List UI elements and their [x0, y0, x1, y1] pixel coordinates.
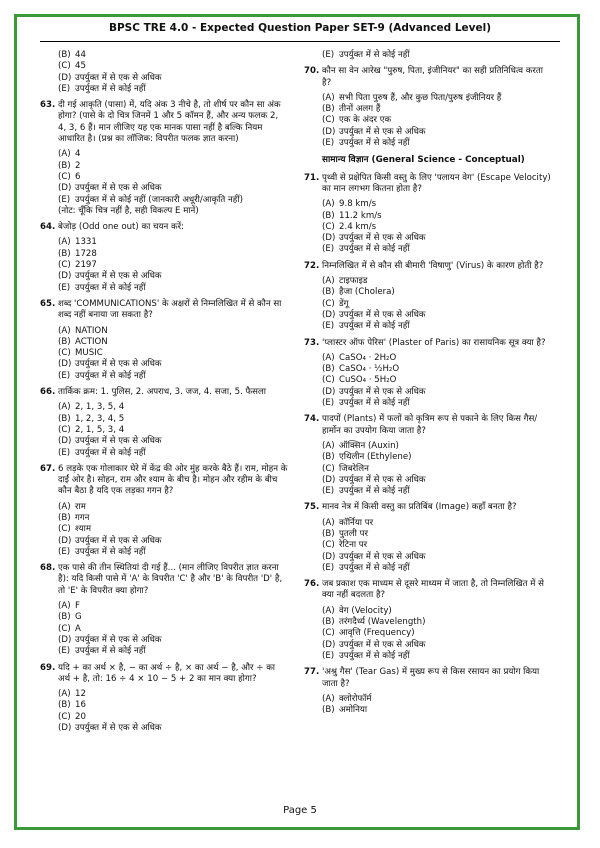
option-text: उपर्युक्त में से कोई नहीं — [75, 370, 146, 381]
question — [304, 66, 552, 149]
answer-option — [40, 436, 288, 447]
option-text: उपर्युक्त में से एक से अधिक — [339, 551, 426, 562]
option-text: उपर्युक्त में से कोई नहीं (जानकारी अधूरी/आकृति नहीं) — [75, 194, 243, 205]
answer-option — [304, 233, 552, 244]
question — [304, 414, 552, 497]
option-text: 1331 — [75, 237, 97, 248]
answer-option — [304, 694, 552, 705]
answer-option — [304, 486, 552, 497]
answer-option — [304, 398, 552, 409]
option-letter: (A) — [58, 601, 71, 612]
option-text: 2, 1, 5, 3, 4 — [75, 424, 125, 435]
option-text: उपर्युक्त में से कोई नहीं — [339, 321, 410, 332]
option-letter: (C) — [58, 260, 71, 271]
question-text: 'अश्रु गैस' (Tear Gas) में मुख्य रूप से किस रसायन का प्रयोग किया जाता है? — [322, 667, 540, 689]
option-letter: (A) — [322, 352, 335, 363]
option-text: जिबरेलिन — [339, 463, 369, 474]
option-letter: (D) — [322, 474, 336, 485]
option-text: 2 — [75, 160, 81, 171]
question-number: 66. — [40, 387, 56, 398]
question-stem — [40, 100, 288, 145]
answer-option — [304, 199, 552, 210]
option-text: उपर्युक्त में से एक से अधिक — [339, 309, 426, 320]
answer-option — [304, 651, 552, 662]
question-stem — [304, 173, 552, 196]
option-text: उपर्युक्त में से कोई नहीं — [75, 282, 146, 293]
question-text: निम्नलिखित में से कौन सी बीमारी 'विषाणु' (Virus) के कारण होती है? — [322, 260, 544, 271]
answer-option — [40, 448, 288, 459]
question-text: पृथ्वी से प्रक्षेपित किसी वस्तु के लिए 'पलायन वेग' (Escape Velocity) का मान लगभग कितना होता है? — [322, 172, 551, 194]
answer-option — [40, 712, 288, 723]
option-text: टाइफाइड — [339, 276, 368, 287]
option-letter: (A) — [58, 501, 71, 512]
question-number: 74. — [304, 414, 320, 425]
answer-option — [304, 321, 552, 332]
option-text: उपर्युक्त में से एक से अधिक — [339, 233, 426, 244]
answer-option — [304, 353, 552, 364]
option-text: एथिलीन (Ethylene) — [339, 452, 412, 463]
option-text: उपर्युक्त में से कोई नहीं — [75, 546, 146, 557]
answer-option — [40, 402, 288, 413]
question-number: 77. — [304, 667, 320, 678]
question-number: 76. — [304, 579, 320, 590]
option-text: उपर्युक्त में से कोई नहीं — [339, 138, 410, 149]
option-text: G — [75, 612, 82, 623]
page-number: Page 5 — [283, 805, 317, 816]
answer-option — [304, 563, 552, 574]
question-stem — [304, 414, 552, 437]
answer-option — [40, 172, 288, 183]
option-text: उपर्युक्त में से एक से अधिक — [339, 639, 426, 650]
answer-option — [40, 612, 288, 623]
option-text: कॉर्निया पर — [339, 517, 374, 528]
question-text: तार्किक क्रम: 1. पुलिस, 2. अपराध, 3. जज, 4. सजा, 5. फैसला — [58, 387, 267, 398]
answer-option — [304, 50, 552, 61]
answer-option — [304, 127, 552, 138]
answer-option — [304, 552, 552, 563]
answer-option — [40, 425, 288, 436]
answer-option — [40, 359, 288, 370]
option-text: रेटिना पर — [339, 540, 368, 551]
question — [304, 579, 552, 662]
option-letter: (A) — [322, 693, 335, 704]
answer-option — [40, 624, 288, 635]
option-text: 6 — [75, 171, 81, 182]
question — [40, 100, 288, 217]
option-letter: (D) — [58, 72, 72, 83]
answer-option — [40, 700, 288, 711]
option-text: पुतली पर — [339, 528, 368, 539]
question-text: 6 लड़के एक गोलाकार घेरे में केंद्र की ओर मुंह करके बैठे हैं। राम, मोहन के दाईं ओर है। सोहन, राम और श्याम के बीच है। मोहन और रहीम के बीच कौन बैठा है यदि एक लड़का गगन है? — [58, 463, 288, 497]
option-letter: (C) — [58, 524, 71, 535]
option-text: उपर्युक्त में से कोई नहीं — [75, 447, 146, 458]
option-letter: (E) — [322, 50, 335, 60]
question-stem — [40, 563, 288, 597]
answer-option — [304, 387, 552, 398]
option-text: 20 — [75, 711, 86, 722]
option-text: उपर्युक्त में से कोई नहीं — [339, 486, 410, 497]
answer-option — [304, 287, 552, 298]
option-letter: (D) — [322, 233, 336, 244]
question-text: एक पासे की तीन स्थितियां दी गई हैं... (मान लीजिए विपरीत ज्ञात करना है): यदि किसी पासे में 'A' के विपरीत 'C' है और 'B' के विपरीत 'D' है, तो 'E' के विपरीत क्या होगा? — [58, 563, 283, 596]
option-text: A — [75, 623, 81, 634]
option-text: गगन — [75, 512, 90, 523]
question-stem — [304, 261, 552, 272]
option-text: उपर्युक्त में से कोई नहीं — [339, 244, 410, 255]
option-text: सभी पिता पुरुष हैं, और कुछ पिता/पुरुष इंजीनियर हैं — [339, 92, 502, 103]
option-letter: (E) — [58, 447, 71, 458]
answer-option — [304, 475, 552, 486]
answer-option — [40, 84, 288, 95]
option-letter: (C) — [322, 463, 335, 474]
question — [40, 299, 288, 382]
answer-option — [304, 441, 552, 452]
option-letter: (E) — [58, 546, 71, 557]
option-text: उपर्युक्त में से एक से अधिक — [75, 359, 162, 370]
answer-option — [40, 601, 288, 612]
question — [40, 663, 288, 735]
option-text: तीनों अलग हैं — [339, 104, 381, 115]
option-text: उपर्युक्त में से एक से अधिक — [75, 723, 162, 734]
option-letter: (B) — [58, 248, 71, 259]
answer-option — [40, 260, 288, 271]
option-letter: (C) — [322, 628, 335, 639]
option-text: 9.8 km/s — [339, 199, 377, 210]
question-stem — [40, 299, 288, 322]
option-letter: (E) — [58, 83, 71, 94]
option-text: उपर्युक्त में से कोई नहीं — [75, 646, 146, 657]
option-letter: (B) — [58, 413, 71, 424]
answer-option — [40, 326, 288, 337]
option-text: उपर्युक्त में से एक से अधिक — [339, 126, 426, 137]
answer-option — [304, 244, 552, 255]
option-text: 12 — [75, 689, 86, 700]
option-text: उपर्युक्त में से एक से अधिक — [75, 634, 162, 645]
option-text: अमोनिया — [339, 705, 368, 716]
question-stem — [304, 502, 552, 513]
option-text: उपर्युक्त में से एक से अधिक — [75, 271, 162, 282]
option-text: उपर्युक्त में से एक से अधिक — [75, 183, 162, 194]
option-text: उपर्युक्त में से कोई नहीं — [339, 650, 410, 661]
option-text: 45 — [75, 61, 86, 72]
option-letter: (C) — [322, 115, 335, 126]
question-number: 64. — [40, 222, 56, 233]
option-letter: (C) — [322, 221, 335, 232]
option-text: CaSO₄ · ½H₂O — [339, 364, 400, 375]
answer-option — [304, 606, 552, 617]
question-stem — [40, 222, 288, 233]
option-text: उपर्युक्त में से कोई नहीं — [339, 398, 410, 409]
question-text: बेजोड़ (Odd one out) का चयन करें: — [58, 222, 184, 233]
question-text: मानव नेत्र में किसी वस्तु का प्रतिबिंब (Image) कहाँ बनता है? — [322, 502, 517, 513]
option-text: ऑक्सिन (Auxin) — [339, 440, 399, 451]
answer-option — [40, 195, 288, 206]
question-continuation — [40, 50, 288, 95]
option-letter: (A) — [58, 402, 71, 413]
question-number: 69. — [40, 662, 56, 673]
question-number: 73. — [304, 337, 320, 348]
answer-option — [40, 161, 288, 172]
answer-option — [40, 547, 288, 558]
answer-option — [304, 222, 552, 233]
option-text: एक के अंदर एक — [339, 115, 392, 126]
question-stem — [304, 667, 552, 690]
option-letter: (B) — [58, 336, 71, 347]
question-stem — [304, 66, 552, 89]
option-letter: (A) — [58, 689, 71, 700]
option-letter: (D) — [58, 436, 72, 447]
answer-option — [40, 723, 288, 734]
question-text: कौन सा वेन आरेख "पुरुष, पिता, इंजीनियर" का सही प्रतिनिधित्व करता है? — [322, 66, 543, 88]
answer-option — [304, 518, 552, 529]
answer-option — [304, 452, 552, 463]
right-column — [304, 50, 552, 721]
option-text: उपर्युक्त में से कोई नहीं — [75, 83, 146, 94]
option-text: राम — [75, 501, 86, 512]
answer-option — [304, 115, 552, 126]
option-text: डेंगू — [339, 298, 349, 309]
answer-option — [304, 310, 552, 321]
question — [304, 667, 552, 716]
answer-option — [40, 371, 288, 382]
option-text: 4 — [75, 149, 81, 160]
option-text: उपर्युक्त में से एक से अधिक — [75, 535, 162, 546]
answer-option — [40, 502, 288, 513]
option-letter: (C) — [322, 375, 335, 386]
option-letter: (C) — [322, 298, 335, 309]
answer-option — [40, 513, 288, 524]
question — [40, 563, 288, 657]
option-text: वेग (Velocity) — [339, 605, 392, 616]
option-text: श्याम — [75, 524, 92, 535]
question — [304, 173, 552, 256]
option-text: CaSO₄ · 2H₂O — [339, 352, 397, 363]
answer-option — [304, 93, 552, 104]
answer-option — [40, 237, 288, 248]
option-letter: (A) — [322, 440, 335, 451]
option-text: उपर्युक्त में से एक से अधिक — [339, 386, 426, 397]
option-text: उपर्युक्त में से एक से अधिक — [75, 436, 162, 447]
question — [304, 502, 552, 574]
option-letter: (C) — [58, 711, 71, 722]
option-letter: (A) — [58, 325, 71, 336]
option-letter: (D) — [322, 639, 336, 650]
question-note: (नोट: चूँकि चित्र नहीं है, सही विकल्प E मानें) — [58, 205, 199, 216]
answer-option — [40, 689, 288, 700]
question-continuation — [304, 50, 552, 61]
option-text: ACTION — [75, 336, 108, 347]
option-letter: (B) — [322, 617, 335, 628]
option-letter: (A) — [322, 605, 335, 616]
option-letter: (B) — [58, 50, 71, 60]
option-letter: (E) — [322, 650, 335, 661]
question-stem — [304, 338, 552, 349]
option-letter: (E) — [58, 370, 71, 381]
option-letter: (C) — [58, 623, 71, 634]
option-letter: (D) — [322, 309, 336, 320]
answer-option — [304, 364, 552, 375]
page-title: BPSC TRE 4.0 - Expected Question Paper SET-9 (Advanced Level) — [108, 22, 491, 34]
option-letter: (A) — [58, 149, 71, 160]
option-text: F — [75, 601, 80, 612]
option-letter: (B) — [58, 612, 71, 623]
answer-option — [304, 529, 552, 540]
option-letter: (A) — [58, 237, 71, 248]
option-letter: (B) — [322, 452, 335, 463]
option-text: NATION — [75, 325, 108, 336]
option-text: 44 — [75, 50, 86, 60]
left-column — [40, 50, 288, 739]
option-text: आवृत्ति (Frequency) — [339, 628, 415, 639]
question-number: 72. — [304, 260, 320, 271]
answer-option — [40, 283, 288, 294]
question-text: जब प्रकाश एक माध्यम से दूसरे माध्यम में जाता है, तो निम्नलिखित में से क्या नहीं बदलता है? — [322, 579, 544, 601]
option-text: CuSO₄ · 5H₂O — [339, 375, 397, 386]
answer-option — [40, 149, 288, 160]
answer-option — [40, 646, 288, 657]
header-divider — [40, 41, 560, 42]
answer-option — [40, 271, 288, 282]
option-text: 2, 1, 3, 5, 4 — [75, 402, 125, 413]
option-text: 1, 2, 3, 4, 5 — [75, 413, 125, 424]
option-letter: (E) — [322, 138, 335, 149]
option-text: 2.4 km/s — [339, 221, 377, 232]
question-stem — [40, 663, 288, 686]
option-letter: (B) — [322, 528, 335, 539]
answer-option — [40, 536, 288, 547]
option-letter: (C) — [58, 61, 71, 72]
option-letter: (E) — [322, 321, 335, 332]
answer-option — [304, 640, 552, 651]
question-number: 75. — [304, 502, 320, 513]
answer-option — [40, 348, 288, 359]
answer-option — [304, 375, 552, 386]
answer-option — [40, 524, 288, 535]
answer-option — [40, 73, 288, 84]
answer-option — [304, 628, 552, 639]
option-letter: (E) — [322, 562, 335, 573]
answer-option — [304, 299, 552, 310]
answer-option — [304, 617, 552, 628]
option-text: 1728 — [75, 248, 97, 259]
option-letter: (A) — [322, 276, 335, 287]
question-text: 'प्लास्टर ऑफ पेरिस' (Plaster of Paris) का रासायनिक सूत्र क्या है? — [322, 337, 546, 348]
option-letter: (D) — [322, 551, 336, 562]
option-text: तरंगदैर्ध्य (Wavelength) — [339, 617, 426, 628]
option-letter: (C) — [58, 424, 71, 435]
option-letter: (D) — [58, 723, 72, 734]
option-text: हैजा (Cholera) — [339, 287, 395, 298]
option-letter: (A) — [322, 517, 335, 528]
question-stem — [304, 579, 552, 602]
question-stem — [40, 387, 288, 398]
question — [304, 338, 552, 410]
answer-option — [40, 414, 288, 425]
option-letter: (E) — [322, 486, 335, 497]
question — [304, 261, 552, 333]
option-letter: (B) — [322, 104, 335, 115]
option-text: उपर्युक्त में से कोई नहीं — [339, 50, 410, 60]
question — [40, 222, 288, 294]
answer-option — [304, 540, 552, 551]
question-stem — [40, 464, 288, 498]
option-letter: (A) — [322, 92, 335, 103]
option-letter: (B) — [58, 512, 71, 523]
option-text: MUSIC — [75, 348, 103, 359]
option-letter: (D) — [58, 183, 72, 194]
option-letter: (D) — [58, 535, 72, 546]
section-heading: सामान्य विज्ञान (General Science - Conceptual) — [322, 155, 525, 166]
question-text: पादपों (Plants) में फलों को कृत्रिम रूप से पकाने के लिए किस गैस/हार्मोन का उपयोग किया जाता है? — [322, 414, 538, 436]
option-letter: (B) — [322, 210, 335, 221]
option-letter: (C) — [58, 171, 71, 182]
option-letter: (E) — [322, 398, 335, 409]
answer-option — [40, 635, 288, 646]
option-text: 16 — [75, 700, 86, 711]
option-letter: (D) — [58, 271, 72, 282]
option-text: उपर्युक्त में से एक से अधिक — [339, 474, 426, 485]
option-letter: (B) — [58, 700, 71, 711]
option-text: क्लोरोफॉर्म — [339, 693, 372, 704]
option-letter: (E) — [58, 646, 71, 657]
question-number: 68. — [40, 563, 56, 574]
option-letter: (B) — [322, 705, 335, 716]
option-letter: (C) — [58, 348, 71, 359]
question-number: 70. — [304, 66, 320, 77]
question-number: 71. — [304, 172, 320, 183]
question-number: 67. — [40, 463, 56, 474]
question-number: 65. — [40, 298, 56, 309]
answer-option — [40, 50, 288, 61]
option-text: उपर्युक्त में से एक से अधिक — [75, 72, 162, 83]
answer-option — [304, 211, 552, 222]
option-letter: (E) — [58, 194, 71, 205]
option-letter: (D) — [322, 386, 336, 397]
answer-option — [40, 183, 288, 194]
option-letter: (E) — [322, 244, 335, 255]
answer-option — [40, 249, 288, 260]
option-text: उपर्युक्त में से कोई नहीं — [339, 562, 410, 573]
answer-option — [304, 464, 552, 475]
option-text: 2197 — [75, 260, 97, 271]
answer-option — [40, 61, 288, 72]
question — [40, 464, 288, 558]
answer-option — [304, 138, 552, 149]
answer-option — [304, 276, 552, 287]
option-letter: (B) — [322, 364, 335, 375]
option-letter: (B) — [58, 160, 71, 171]
question-number: 63. — [40, 100, 56, 111]
answer-option — [304, 705, 552, 716]
answer-option — [40, 337, 288, 348]
option-letter: (E) — [58, 282, 71, 293]
option-text: 11.2 km/s — [339, 210, 382, 221]
option-letter: (D) — [322, 126, 336, 137]
option-letter: (C) — [322, 540, 335, 551]
question — [40, 387, 288, 459]
answer-option — [304, 104, 552, 115]
option-letter: (D) — [58, 634, 72, 645]
question-text: दी गई आकृति (पासा) में, यदि अंक 3 नीचे है, तो शीर्ष पर कौन सा अंक होगा? (पासे के दो चित्र जिनमें 1 और 5 कॉमन हैं, और अन्य फलक 2, 4, 3, 6 हैं। मान लीजिए यह एक मानक पासा नहीं है बल्कि नियम आधारित है। (प्रश्न का लॉजिक: विपरीत फलक ज्ञात करना) — [58, 100, 281, 145]
option-letter: (B) — [322, 287, 335, 298]
option-letter: (A) — [322, 199, 335, 210]
question-text: यदि + का अर्थ × है, − का अर्थ ÷ है, × का अर्थ − है, और ÷ का अर्थ + है, तो: 16 ÷ 4 × 10 − 5 + 2 का मान क्या होगा? — [58, 662, 276, 684]
question-text: शब्द 'COMMUNICATIONS' के अक्षरों से निम्नलिखित में से कौन सा शब्द नहीं बनाया जा सकता है? — [58, 298, 282, 321]
option-letter: (D) — [58, 359, 72, 370]
